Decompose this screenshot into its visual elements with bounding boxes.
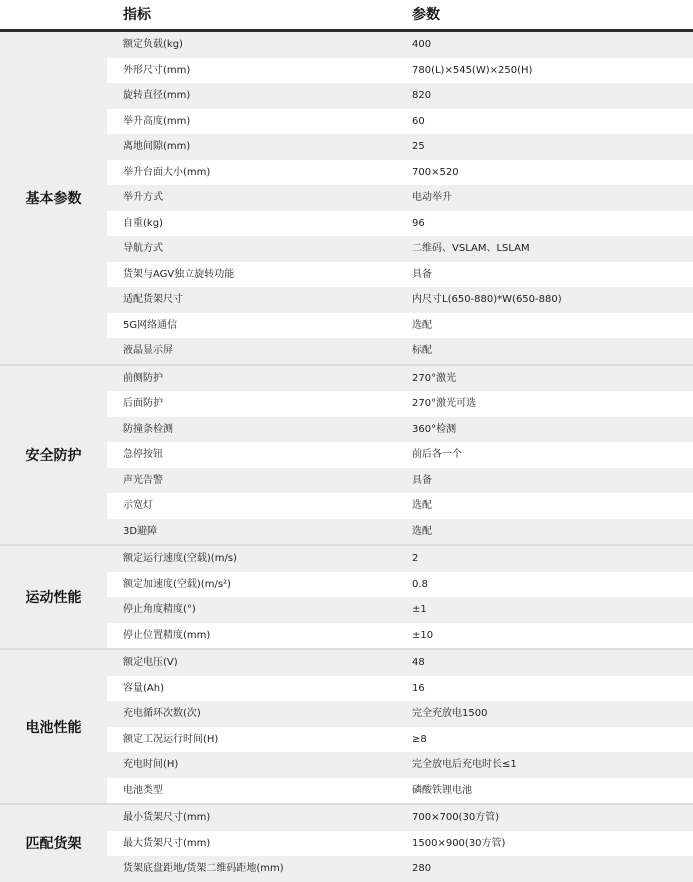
table-row xyxy=(107,58,693,84)
row-parameter-value: 25 xyxy=(412,141,425,152)
section-label: 电池性能 xyxy=(0,650,107,803)
row-parameter-value: 48 xyxy=(412,657,425,668)
section-label: 运动性能 xyxy=(0,546,107,648)
row-parameter-value: 700×520 xyxy=(412,166,459,178)
table-row xyxy=(107,546,693,572)
row-parameter-value: 磷酸铁锂电池 xyxy=(412,784,472,796)
row-parameter-value: 具备 xyxy=(412,268,432,280)
row-parameter-name: 额定加速度(空载)(m/s²) xyxy=(123,578,231,590)
row-parameter-name: 充电循环次数(次) xyxy=(123,708,201,719)
section-rows xyxy=(107,546,693,648)
table-row xyxy=(107,160,693,186)
section-basic-params xyxy=(0,32,693,364)
row-parameter-value: 2 xyxy=(412,553,419,564)
row-parameter-value: 完全放电后充电时长≤1 xyxy=(412,759,517,770)
row-parameter-value: 具备 xyxy=(412,474,432,486)
table-row xyxy=(107,831,693,857)
section-label: 基本参数 xyxy=(0,32,107,364)
table-row xyxy=(107,287,693,313)
row-parameter-value: 前后各一个 xyxy=(412,449,462,460)
header-value: 参数 xyxy=(412,7,440,23)
row-parameter-name: 电池类型 xyxy=(123,784,163,796)
section-rack-match xyxy=(0,805,693,882)
row-parameter-value: 内尺寸L(650-880)*W(650-880) xyxy=(412,294,562,305)
section-motion xyxy=(0,546,693,648)
table-row xyxy=(107,32,693,58)
row-parameter-name: 外形尺寸(mm) xyxy=(123,64,191,76)
table-row xyxy=(107,313,693,339)
table-row xyxy=(107,805,693,831)
table-row xyxy=(107,519,693,545)
table-row xyxy=(107,366,693,392)
row-parameter-value: 280 xyxy=(412,863,432,874)
row-parameter-value: 16 xyxy=(412,682,425,694)
section-rows xyxy=(107,650,693,803)
row-parameter-value: 400 xyxy=(412,39,432,50)
table-row xyxy=(107,778,693,804)
table-row xyxy=(107,83,693,109)
row-parameter-value: 选配 xyxy=(412,319,432,331)
table-row xyxy=(107,676,693,702)
row-parameter-value: 电动举升 xyxy=(412,192,452,203)
row-parameter-name: 充电时间(H) xyxy=(123,759,179,770)
row-parameter-name: 额定负载(kg) xyxy=(123,39,183,50)
row-parameter-value: ±10 xyxy=(412,629,434,641)
row-parameter-name: 自重(kg) xyxy=(123,217,163,229)
table-row xyxy=(107,650,693,676)
table-header xyxy=(0,0,693,31)
row-parameter-name: 液晶显示屏 xyxy=(123,345,173,356)
section-label: 安全防护 xyxy=(0,366,107,545)
table-row xyxy=(107,727,693,753)
row-parameter-name: 后面防护 xyxy=(123,398,163,409)
row-parameter-value: 270°激光 xyxy=(412,372,457,384)
row-parameter-value: 1500×900(30方管) xyxy=(412,837,506,849)
table-row xyxy=(107,417,693,443)
row-parameter-name: 举升台面大小(mm) xyxy=(123,166,211,178)
row-parameter-value: 0.8 xyxy=(412,578,428,590)
row-parameter-value: 选配 xyxy=(412,525,432,537)
row-parameter-name: 导航方式 xyxy=(123,243,163,254)
row-parameter-name: 3D避障 xyxy=(123,525,158,537)
row-parameter-name: 额定工况运行时间(H) xyxy=(123,733,219,745)
section-rows xyxy=(107,805,693,882)
table-row xyxy=(107,236,693,262)
table-row xyxy=(107,493,693,519)
row-parameter-name: 急停按钮 xyxy=(123,449,163,460)
row-parameter-name: 最大货架尺寸(mm) xyxy=(123,837,211,849)
section-label: 匹配货架 xyxy=(0,805,107,882)
row-parameter-name: 额定电压(V) xyxy=(123,657,178,668)
section-safety xyxy=(0,366,693,545)
table-row xyxy=(107,185,693,211)
table-row xyxy=(107,134,693,160)
row-parameter-name: 防撞条检测 xyxy=(123,423,173,435)
row-parameter-value: ±1 xyxy=(412,604,427,615)
row-parameter-name: 停止位置精度(mm) xyxy=(123,629,211,641)
row-parameter-name: 声光告警 xyxy=(123,474,163,486)
section-battery xyxy=(0,650,693,803)
row-parameter-value: 820 xyxy=(412,90,432,101)
row-parameter-name: 货架与AGV独立旋转功能 xyxy=(123,268,235,280)
row-parameter-value: 780(L)×545(W)×250(H) xyxy=(412,64,533,76)
row-parameter-name: 额定运行速度(空载)(m/s) xyxy=(123,553,237,564)
table-row xyxy=(107,752,693,778)
table-row xyxy=(107,211,693,237)
row-parameter-value: 270°激光可选 xyxy=(412,398,477,409)
row-parameter-value: 96 xyxy=(412,217,425,229)
table-row xyxy=(107,391,693,417)
row-parameter-name: 离地间隙(mm) xyxy=(123,141,191,152)
section-rows xyxy=(107,366,693,545)
row-parameter-name: 停止角度精度(°) xyxy=(123,604,196,615)
row-parameter-value: 700×700(30方管) xyxy=(412,812,500,823)
table-row xyxy=(107,338,693,364)
row-parameter-value: 60 xyxy=(412,115,425,127)
table-row xyxy=(107,623,693,649)
row-parameter-name: 容量(Ah) xyxy=(123,682,164,694)
row-parameter-name: 5G网络通信 xyxy=(123,319,178,331)
table-row xyxy=(107,468,693,494)
row-parameter-name: 旋转直径(mm) xyxy=(123,90,191,101)
row-parameter-name: 前侧防护 xyxy=(123,372,163,384)
table-row xyxy=(107,856,693,882)
row-parameter-name: 适配货架尺寸 xyxy=(123,294,183,305)
row-parameter-name: 举升方式 xyxy=(123,192,163,203)
row-parameter-name: 示宽灯 xyxy=(123,500,153,511)
table-row xyxy=(107,597,693,623)
row-parameter-name: 最小货架尺寸(mm) xyxy=(123,812,211,823)
table-row xyxy=(107,442,693,468)
row-parameter-name: 举升高度(mm) xyxy=(123,115,191,127)
table-row xyxy=(107,701,693,727)
row-parameter-value: 二维码、VSLAM、LSLAM xyxy=(412,243,530,254)
row-parameter-value: 360°检测 xyxy=(412,423,457,435)
row-parameter-value: 选配 xyxy=(412,500,432,511)
row-parameter-value: 标配 xyxy=(412,345,432,356)
row-parameter-value: 完全充放电1500 xyxy=(412,708,488,719)
table-row xyxy=(107,109,693,135)
row-parameter-value: ≥8 xyxy=(412,733,427,745)
table-row xyxy=(107,262,693,288)
table-row xyxy=(107,572,693,598)
section-rows xyxy=(107,32,693,364)
row-parameter-name: 货架底盘距地/货架二维码距地(mm) xyxy=(123,863,284,874)
header-index: 指标 xyxy=(123,7,151,23)
